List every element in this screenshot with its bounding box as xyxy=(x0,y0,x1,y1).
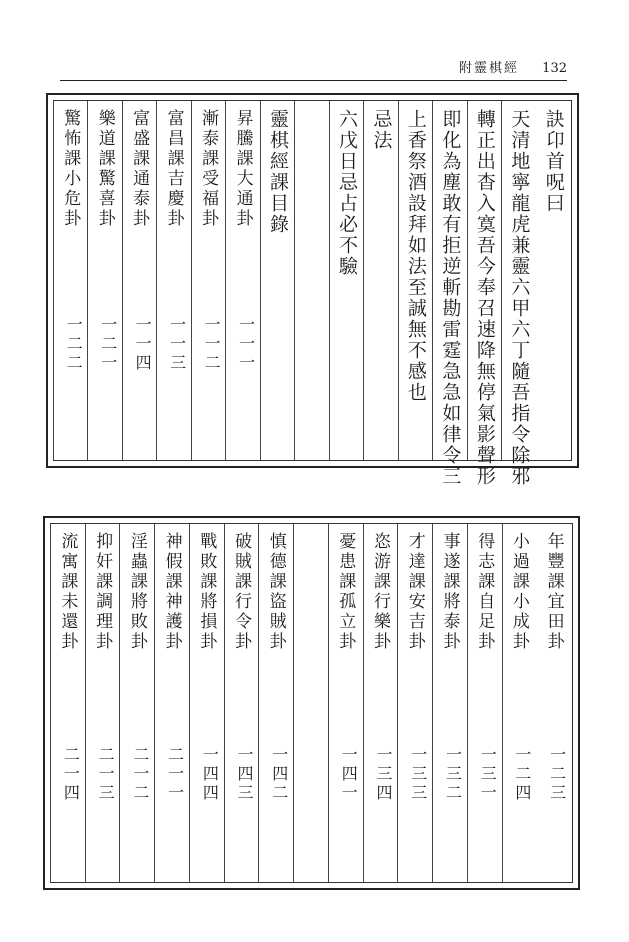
text-line: 靈棋經課目錄 xyxy=(267,109,290,235)
top-column xyxy=(191,101,226,460)
book-title: 附靈棋經 xyxy=(458,61,519,76)
toc-entry-title: 昇騰課大通卦 xyxy=(232,109,253,229)
top-column xyxy=(398,101,433,460)
bottom-column xyxy=(293,524,329,882)
bottom-column xyxy=(537,524,572,882)
bottom-column xyxy=(85,524,121,882)
toc-entry-page: 一四三 xyxy=(235,746,255,803)
text-line: 即化為塵敢有拒逆斬勘雷霆急急如律令三 xyxy=(439,109,462,487)
bottom-column xyxy=(397,524,433,882)
toc-entry-page: 一三四 xyxy=(373,746,393,803)
bottom-column xyxy=(189,524,225,882)
toc-entry-page: 一二三 xyxy=(547,746,567,803)
bottom-column xyxy=(432,524,468,882)
bottom-text-panel xyxy=(43,516,580,890)
top-column xyxy=(363,101,398,460)
top-column xyxy=(432,101,467,487)
toc-entry-page: 二一三 xyxy=(96,746,116,803)
toc-entry-title: 漸泰課受福卦 xyxy=(198,109,219,229)
toc-entry-page: 二一二 xyxy=(130,746,150,803)
bottom-column xyxy=(467,524,503,882)
running-header xyxy=(60,58,567,81)
top-column xyxy=(329,101,364,460)
top-column xyxy=(225,101,260,460)
top-column xyxy=(537,101,571,460)
top-column xyxy=(122,101,157,460)
bottom-column xyxy=(50,524,86,882)
toc-entry-title: 抑奸課調理卦 xyxy=(92,532,113,652)
toc-entry-title: 得志課自足卦 xyxy=(474,532,495,652)
toc-entry-title: 憂患課孤立卦 xyxy=(335,532,356,652)
toc-entry-page: 一四四 xyxy=(200,746,220,803)
top-panel-columns xyxy=(53,100,572,487)
toc-entry-page: 二一一 xyxy=(165,746,185,803)
text-line: 忌法 xyxy=(370,109,393,151)
toc-entry-page: 一三一 xyxy=(478,746,498,803)
toc-entry-title: 戰敗課將損卦 xyxy=(196,532,217,652)
toc-entry-page: 一一一 xyxy=(236,316,256,373)
toc-entry-page: 一三二 xyxy=(443,746,463,803)
toc-entry-title: 樂道課驚喜卦 xyxy=(94,109,115,229)
top-column xyxy=(87,101,122,460)
toc-entry-title: 淫蟲課將敗卦 xyxy=(126,532,147,652)
toc-entry-page: 一二二 xyxy=(64,316,84,373)
bottom-column xyxy=(224,524,260,882)
toc-entry-page: 一一二 xyxy=(202,316,222,373)
toc-entry-title: 富盛課通泰卦 xyxy=(129,109,150,229)
toc-entry-page: 一四一 xyxy=(339,746,359,803)
toc-entry-title: 神假課神護卦 xyxy=(161,532,182,652)
bottom-column xyxy=(258,524,294,882)
toc-entry-page: 二一四 xyxy=(61,746,81,803)
toc-entry-page: 一四二 xyxy=(269,746,289,803)
toc-entry-page: 一一四 xyxy=(133,316,153,373)
bottom-column xyxy=(328,524,364,882)
toc-entry-page: 一一三 xyxy=(167,316,187,373)
text-line: 六戊日忌占必不驗 xyxy=(335,109,358,277)
page-number: 132 xyxy=(542,61,567,76)
top-column xyxy=(467,101,502,487)
toc-entry-title: 流寓課未還卦 xyxy=(57,532,78,652)
toc-entry-title: 慎德課盜賊卦 xyxy=(265,532,286,652)
toc-entry-title: 破賊課行令卦 xyxy=(231,532,252,652)
bottom-column xyxy=(502,524,538,882)
top-column xyxy=(294,101,329,460)
bottom-panel-columns xyxy=(50,523,573,883)
bottom-column xyxy=(154,524,190,882)
top-column xyxy=(260,101,295,460)
top-column xyxy=(156,101,191,460)
toc-entry-title: 事遂課將泰卦 xyxy=(439,532,460,652)
bottom-column xyxy=(363,524,399,882)
toc-entry-title: 才達課安吉卦 xyxy=(404,532,425,652)
top-column xyxy=(501,101,536,487)
toc-entry-page: 一三三 xyxy=(408,746,428,803)
toc-entry-page: 一二四 xyxy=(512,746,532,803)
text-line: 天清地寧龍虎兼靈六甲六丁隨吾指令除邪 xyxy=(508,109,531,487)
bottom-column xyxy=(119,524,155,882)
text-line: 訣卬首呪曰 xyxy=(542,109,565,214)
text-line: 轉正出杳入寞吾今奉召速降無停氣影聲形 xyxy=(473,109,496,487)
toc-entry-page: 一二一 xyxy=(98,316,118,373)
toc-entry-title: 恣游課行樂卦 xyxy=(369,532,390,652)
text-line: 上香祭酒設拜如法至誠無不感也 xyxy=(404,109,427,403)
toc-entry-title: 富昌課吉慶卦 xyxy=(163,109,184,229)
top-column xyxy=(53,101,88,460)
toc-entry-title: 年豐課宜田卦 xyxy=(543,532,564,652)
top-text-panel xyxy=(46,93,579,487)
toc-entry-title: 驚怖課小危卦 xyxy=(60,109,81,229)
toc-entry-title: 小過課小成卦 xyxy=(508,532,529,652)
